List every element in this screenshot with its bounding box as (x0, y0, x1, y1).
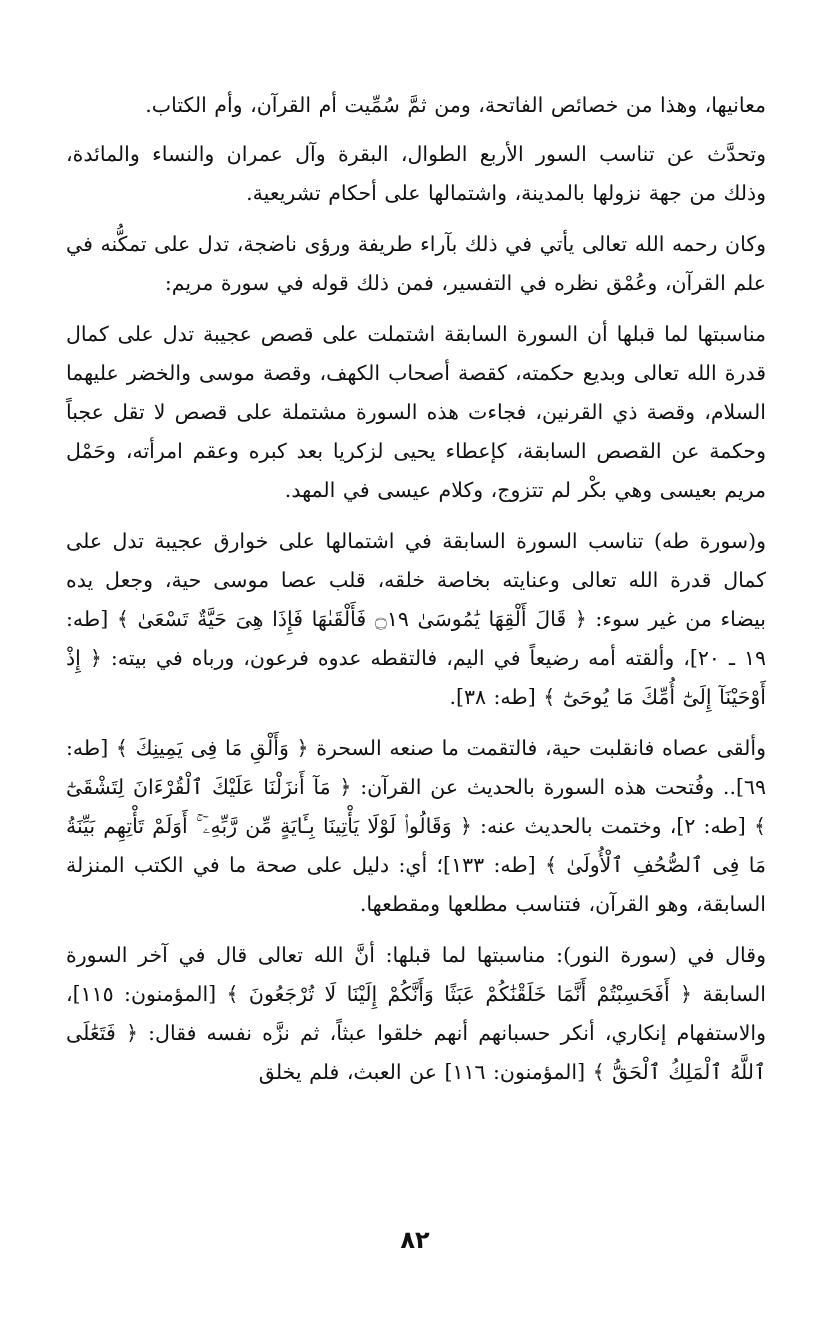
paragraph-long-surahs: وتحدَّث عن تناسب السور الأربع الطوال، البقرة وآل عمران والنساء والمائدة، وذلك من جهة نزولها بالمدينة، واشتمالها على أحكام تشريعية. (66, 142, 766, 205)
paragraph-taha: و(سورة طه) تناسب السورة السابقة في اشتمالها على خوارق عجيبة تدل على كمال قدرة الله تعالى وعنايته بخاصة خلقه، قلب عصا موسى حية، وجعل يده بيضاء من غير سوء: ﴿ قَالَ أَلْقِهَا يَٰمُوسَىٰ ۝١٩ فَأَلْقَىٰهَا فَإِذَا هِىَ حَيَّةٌ تَسْعَىٰ ﴾ [طه: ١٩ ـ ٢٠]، وألقته أمه رضيعاً في اليم، فالتقطه عدوه فرعون، ورباه في بيته: ﴿ إِذْ أَوْحَيْنَآ إِلَىٰٓ أُمِّكَ مَا يُوحَىٰٓ ﴾ [طه: ٣٨]. (66, 529, 767, 709)
paragraph-maryam: مناسبتها لما قبلها أن السورة السابقة اشتملت على قصص عجيبة تدل على كمال قدرة الله تعالى وبديع حكمته، كقصة أصحاب الكهف، وقصة موسى والخضر عليهما السلام، وقصة ذي القرنين، فجاءت هذه السورة مشتملة على قصص لا تقل عجباً وحكمة عن القصص السابقة، كإعطاء يحيى لزكريا بعد كبره وعقم امرأته، وحَمْل مريم بعيسى وهي بكْر لم تتزوج، وكلام عيسى في المهد. (66, 322, 766, 502)
paragraph-fatiha: معانيها، وهذا من خصائص الفاتحة، ومن ثمَّ سُمِّيت أم القرآن، وأم الكتاب. (145, 93, 766, 117)
paragraph-taha-continued: وألقى عصاه فانقلبت حية، فالتقمت ما صنعه السحرة ﴿ وَأَلْقِ مَا فِى يَمِينِكَ ﴾ [طه: ٦٩].. وفُتحت هذه السورة بالحديث عن القرآن: ﴿ مَآ أَنزَلْنَا عَلَيْكَ ٱلْقُرْءَانَ لِتَشْقَىٰٓ ﴾ [طه: ٢]، وختمت بالحديث عنه: ﴿ وَقَالُوا۟ لَوْلَا يَأْتِينَا بِـَٔايَةٍ مِّن رَّبِّهِۦٓ ۚ أَوَلَمْ تَأْتِهِم بَيِّنَةُ مَا فِى ٱلصُّحُفِ ٱلْأُولَىٰ ﴾ [طه: ١٣٣]؛ أي: دليل على صحة ما في الكتب المنزلة السابقة، وهو القرآن، فتناسب مطلعها ومقطعها. (66, 736, 767, 916)
page-body (66, 86, 766, 1104)
paragraph-author-views: وكان رحمه الله تعالى يأتي في ذلك بآراء طريفة ورؤى ناضجة، تدل على تمكُّنه في علم القرآن، وعُمْق نظره في التفسير، فمن ذلك قوله في سورة مريم: (66, 232, 766, 295)
page-number: ٨٢ (400, 1226, 430, 1254)
paragraph-nur: وقال في (سورة النور): مناسبتها لما قبلها: أنَّ الله تعالى قال في آخر السورة السابقة ﴿ أَفَحَسِبْتُمْ أَنَّمَا خَلَقْنَٰكُمْ عَبَثًا وَأَنَّكُمْ إِلَيْنَا لَا تُرْجَعُونَ ﴾ [المؤمنون: ١١٥]، والاستفهام إنكاري، أنكر حسبانهم أنهم خلقوا عبثاً، ثم نزَّه نفسه فقال: ﴿ فَتَعَٰلَى ٱللَّهُ ٱلْمَلِكُ ٱلْحَقُّ ﴾ [المؤمنون: ١١٦] عن العبث، فلم يخلق (66, 943, 766, 1084)
